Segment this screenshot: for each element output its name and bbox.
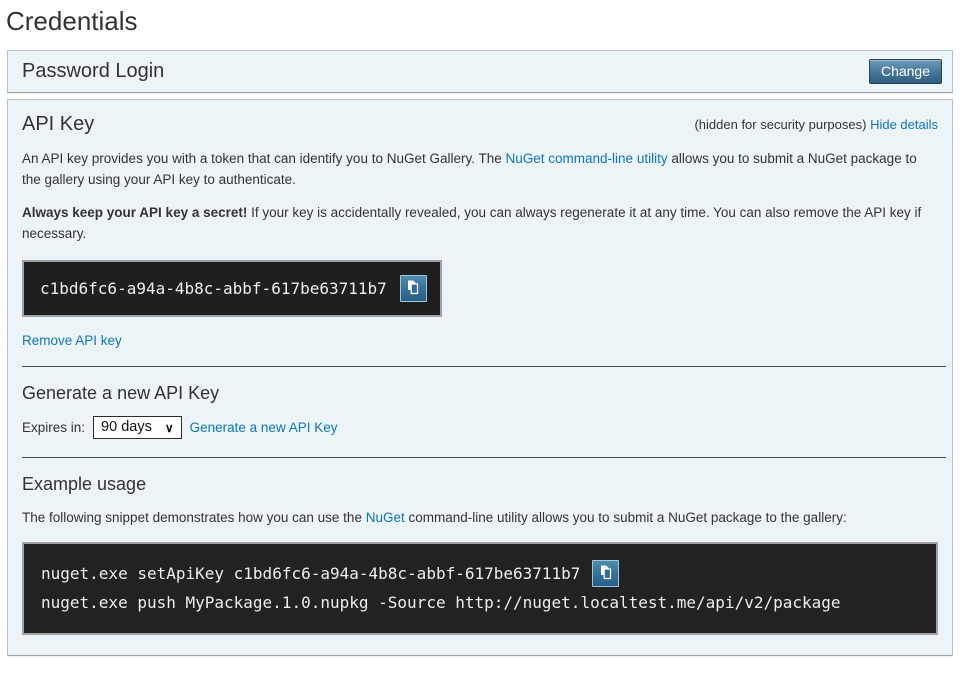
password-login-header [22, 59, 942, 84]
hide-details-link[interactable]: Hide details [870, 117, 938, 132]
warning-bold-text: Always keep your API key a secret! [22, 205, 248, 220]
remove-api-key-link[interactable]: Remove API key [22, 333, 122, 348]
nuget-link[interactable]: NuGet [365, 510, 405, 525]
expires-label: Expires in: [22, 420, 86, 435]
api-key-intro-paragraph [22, 148, 938, 190]
api-key-header [22, 113, 938, 136]
generate-api-key-link[interactable]: Generate a new API Key [189, 420, 338, 435]
code-line-2: nuget.exe push MyPackage.1.0.nupkg -Source http://nuget.localtest.me/api/v2/package [41, 593, 841, 612]
nuget-cli-link[interactable]: NuGet command-line utility [505, 151, 668, 166]
code-line-1: nuget.exe setApiKey c1bd6fc6-a94a-4b8c-abbf-617be63711b7 [41, 564, 581, 583]
expires-selected-value: 90 days [101, 419, 152, 435]
remove-api-key-row [22, 333, 938, 348]
page-title: Credentials [6, 6, 138, 36]
api-key-section [7, 99, 953, 656]
warning-rest-text: If your key is accidentally revealed, you can always regenerate it at any time. You can also remove the API key if necessary. [22, 205, 922, 241]
example-text-after: command-line utility allows you to submit a NuGet package to the gallery: [404, 510, 847, 525]
api-key-header-right [694, 117, 938, 132]
expires-select[interactable] [93, 416, 182, 439]
intro-text-after: allows you to submit a NuGet package to the gallery using your API key to authenticate. [22, 151, 917, 187]
copy-command-button[interactable] [592, 560, 619, 587]
code-line-2-row [41, 588, 919, 617]
copy-icon [405, 279, 421, 298]
api-key-box [22, 260, 442, 317]
example-usage-heading: Example usage [22, 474, 147, 494]
api-key-warning-paragraph [22, 202, 938, 244]
api-key-value: c1bd6fc6-a94a-4b8c-abbf-617be63711b7 [40, 279, 387, 298]
hidden-note: (hidden for security purposes) [694, 117, 871, 132]
copy-icon [598, 564, 614, 583]
api-key-heading: API Key [22, 113, 95, 135]
intro-text-before: An API key provides you with a token that can identify you to NuGet Gallery. The [22, 151, 506, 166]
example-code-box [22, 542, 938, 635]
change-password-button[interactable]: Change [869, 59, 942, 84]
section-divider [22, 366, 946, 367]
copy-api-key-button[interactable] [400, 275, 427, 302]
expires-row [22, 416, 938, 439]
chevron-down-icon: ∨ [164, 420, 174, 435]
generate-api-key-heading: Generate a new API Key [22, 383, 220, 403]
code-line-1-row [41, 559, 919, 588]
section-divider [22, 457, 946, 458]
example-intro-paragraph [22, 507, 938, 528]
example-text-before: The following snippet demonstrates how you can use the [22, 510, 366, 525]
password-login-heading: Password Login [22, 60, 165, 82]
password-login-section [7, 50, 953, 93]
